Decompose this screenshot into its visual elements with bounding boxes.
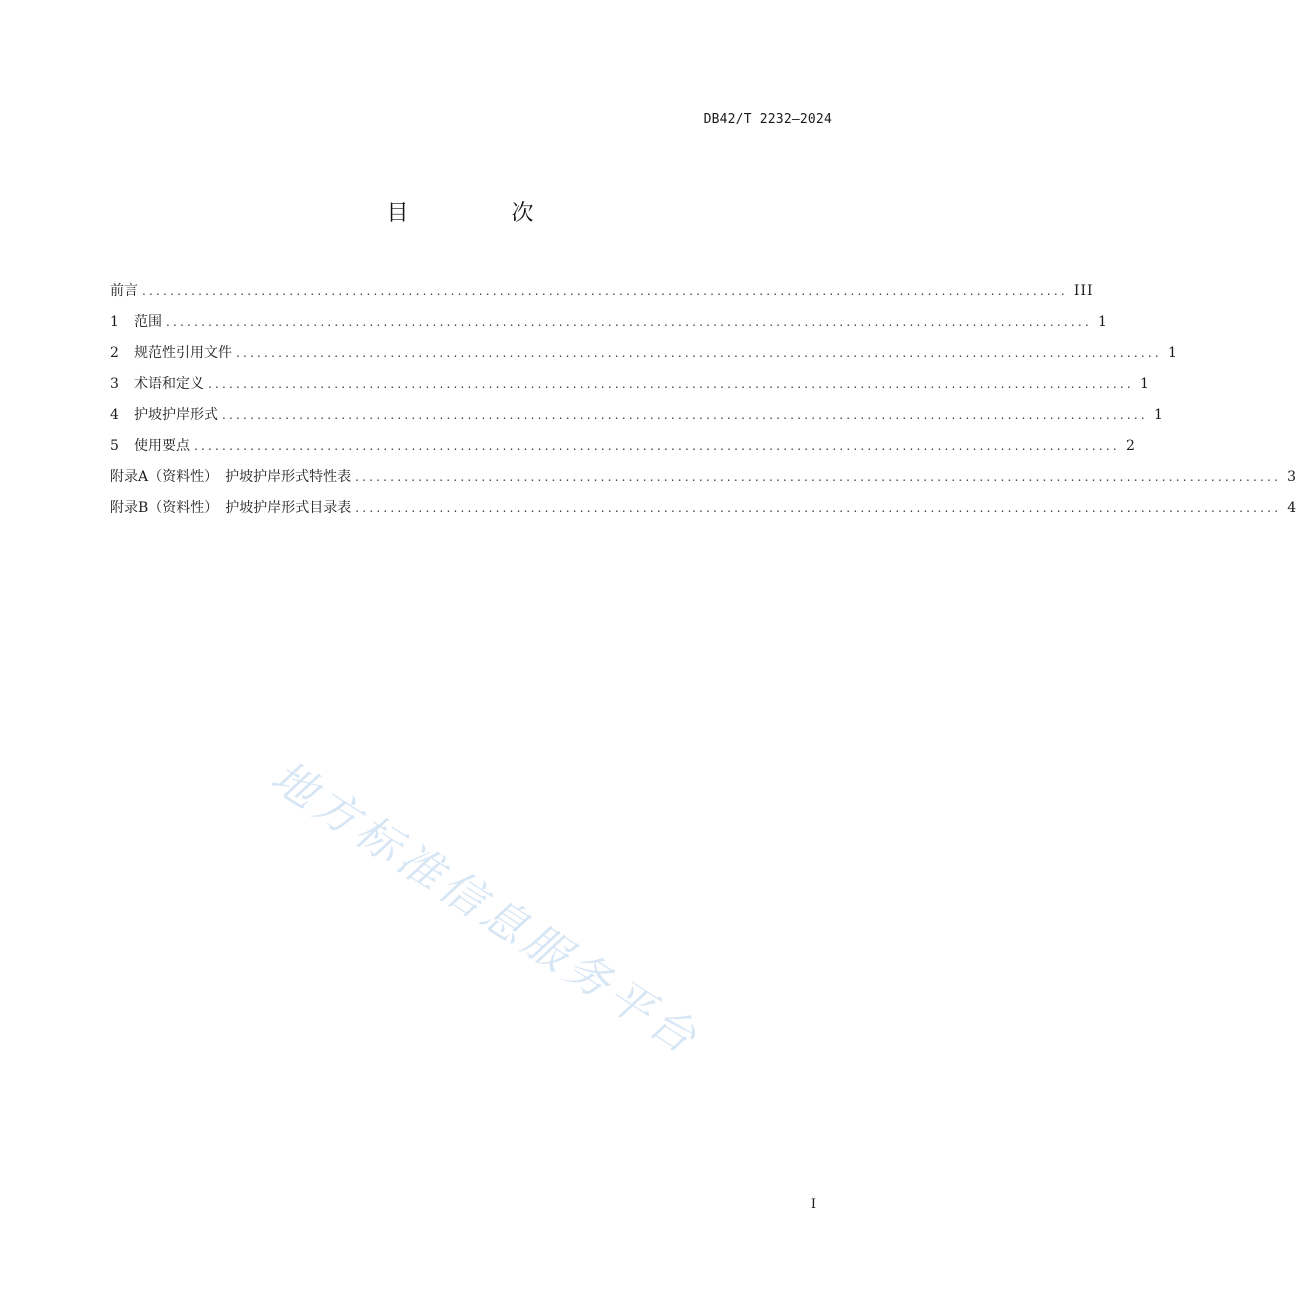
toc-entry-normative-references[interactable] <box>110 341 1178 372</box>
toc-entry-page: 3 <box>1287 469 1297 485</box>
toc-entry-number: 3 <box>110 376 119 392</box>
toc-entry-scope[interactable] <box>110 310 1108 341</box>
toc-entry-usage-points[interactable] <box>110 434 1136 465</box>
toc-entry-page: 4 <box>1287 500 1297 516</box>
toc-leader-dots: .................................................................................................................................... <box>194 439 1120 453</box>
page-number: I <box>810 1197 816 1212</box>
toc-entry-number: 2 <box>110 345 119 361</box>
toc-leader-dots: .................................................................................................................................... <box>355 501 1282 515</box>
toc-entry-terms-definitions[interactable] <box>110 372 1150 403</box>
toc-entry-page: 1 <box>1154 407 1164 423</box>
toc-entry-number: 4 <box>110 407 119 423</box>
toc-entry-label: 附录B（资料性） 护坡护岸形式目录表 <box>110 500 352 516</box>
watermark: 地方标准信息服务平台 <box>261 751 710 1067</box>
toc-leader-dots: .................................................................................................................................... <box>222 408 1148 422</box>
toc-entry-label: 术语和定义 <box>134 376 204 392</box>
toc-entry-page: 2 <box>1126 438 1136 454</box>
toc-entry-label: 范围 <box>134 314 162 330</box>
toc-entry-page: III <box>1073 283 1094 299</box>
toc-entry-label: 附录A（资料性） 护坡护岸形式特性表 <box>110 469 352 485</box>
toc-leader-dots: .................................................................................................................................... <box>142 284 1068 298</box>
toc-entry-page: 1 <box>1098 314 1108 330</box>
toc-leader-dots: .................................................................................................................................... <box>355 470 1282 484</box>
toc-entry-label: 护坡护岸形式 <box>134 407 218 423</box>
toc-entry-label: 规范性引用文件 <box>134 345 232 361</box>
toc-entry-appendix-b[interactable] <box>110 496 1297 527</box>
toc-entry-foreword[interactable] <box>110 279 1094 310</box>
page-title: 目 次 <box>386 201 582 226</box>
toc-entry-label: 使用要点 <box>134 438 190 454</box>
toc-entry-number: 1 <box>110 314 119 330</box>
toc-entry-appendix-a[interactable] <box>110 465 1297 496</box>
toc-entry-slope-protection-forms[interactable] <box>110 403 1164 434</box>
table-of-contents <box>110 279 1297 527</box>
toc-entry-number: 5 <box>110 438 119 454</box>
document-code: DB42/T 2232—2024 <box>703 112 832 127</box>
toc-entry-label: 前言 <box>110 283 138 299</box>
toc-leader-dots: .................................................................................................................................... <box>208 377 1134 391</box>
toc-leader-dots: .................................................................................................................................... <box>236 346 1162 360</box>
toc-leader-dots: .................................................................................................................................... <box>166 315 1092 329</box>
toc-entry-page: 1 <box>1168 345 1178 361</box>
toc-entry-page: 1 <box>1140 376 1150 392</box>
